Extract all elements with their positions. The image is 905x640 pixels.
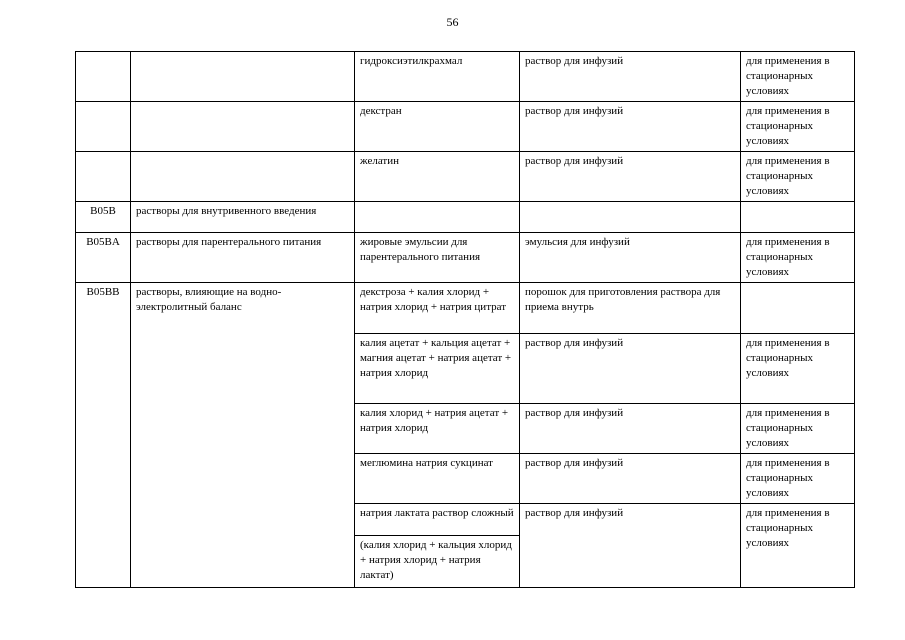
dosage-form-cell: раствор для инфузий — [520, 404, 741, 454]
page-number: 56 — [446, 15, 459, 29]
table-row — [76, 202, 855, 233]
inn-cell: желатин — [355, 152, 520, 202]
note-cell — [741, 202, 855, 233]
inn-cell: гидроксиэтилкрахмал — [355, 52, 520, 102]
note-cell: для применения в стационарных условиях — [741, 404, 855, 454]
inn-cell: (калия хлорид + кальция хлорид + натрия хлорид + натрия лактат) — [355, 536, 520, 588]
group-name-cell: растворы для внутривенного введения — [131, 202, 355, 233]
inn-cell: жировые эмульсии для парентерального питания — [355, 233, 520, 283]
group-name-cell: растворы, влияющие на водно-электролитный баланс — [131, 283, 355, 588]
inn-cell — [355, 202, 520, 233]
group-name-cell — [131, 152, 355, 202]
note-cell: для применения в стационарных условиях — [741, 52, 855, 102]
table-row — [76, 152, 855, 202]
atc-code-cell: B05BB — [76, 283, 131, 588]
atc-code-cell: B05B — [76, 202, 131, 233]
table-row — [76, 52, 855, 102]
note-cell: для применения в стационарных условиях — [741, 334, 855, 404]
dosage-form-cell: порошок для приготовления раствора для приема внутрь — [520, 283, 741, 334]
inn-cell: декстроза + калия хлорид + натрия хлорид + натрия цитрат — [355, 283, 520, 334]
note-cell: для применения в стационарных условиях — [741, 504, 855, 588]
dosage-form-cell: раствор для инфузий — [520, 152, 741, 202]
dosage-form-cell: раствор для инфузий — [520, 334, 741, 404]
dosage-form-cell: раствор для инфузий — [520, 102, 741, 152]
note-cell: для применения в стационарных условиях — [741, 233, 855, 283]
atc-code-cell — [76, 52, 131, 102]
dosage-form-cell — [520, 202, 741, 233]
table-row — [76, 283, 855, 334]
table-row — [76, 233, 855, 283]
note-cell: для применения в стационарных условиях — [741, 454, 855, 504]
inn-cell: натрия лактата раствор сложный — [355, 504, 520, 536]
drug-table — [75, 51, 855, 588]
atc-code-cell — [76, 152, 131, 202]
note-cell: для применения в стационарных условиях — [741, 152, 855, 202]
atc-code-cell: B05BA — [76, 233, 131, 283]
inn-cell: калия ацетат + кальция ацетат + магния ацетат + натрия ацетат + натрия хлорид — [355, 334, 520, 404]
inn-cell: калия хлорид + натрия ацетат + натрия хлорид — [355, 404, 520, 454]
group-name-cell — [131, 102, 355, 152]
dosage-form-cell: раствор для инфузий — [520, 454, 741, 504]
note-cell — [741, 283, 855, 334]
inn-cell: меглюмина натрия сукцинат — [355, 454, 520, 504]
note-cell: для применения в стационарных условиях — [741, 102, 855, 152]
dosage-form-cell: эмульсия для инфузий — [520, 233, 741, 283]
dosage-form-cell: раствор для инфузий — [520, 504, 741, 588]
atc-code-cell — [76, 102, 131, 152]
table-row — [76, 102, 855, 152]
inn-cell: декстран — [355, 102, 520, 152]
dosage-form-cell: раствор для инфузий — [520, 52, 741, 102]
group-name-cell — [131, 52, 355, 102]
group-name-cell: растворы для парентерального питания — [131, 233, 355, 283]
